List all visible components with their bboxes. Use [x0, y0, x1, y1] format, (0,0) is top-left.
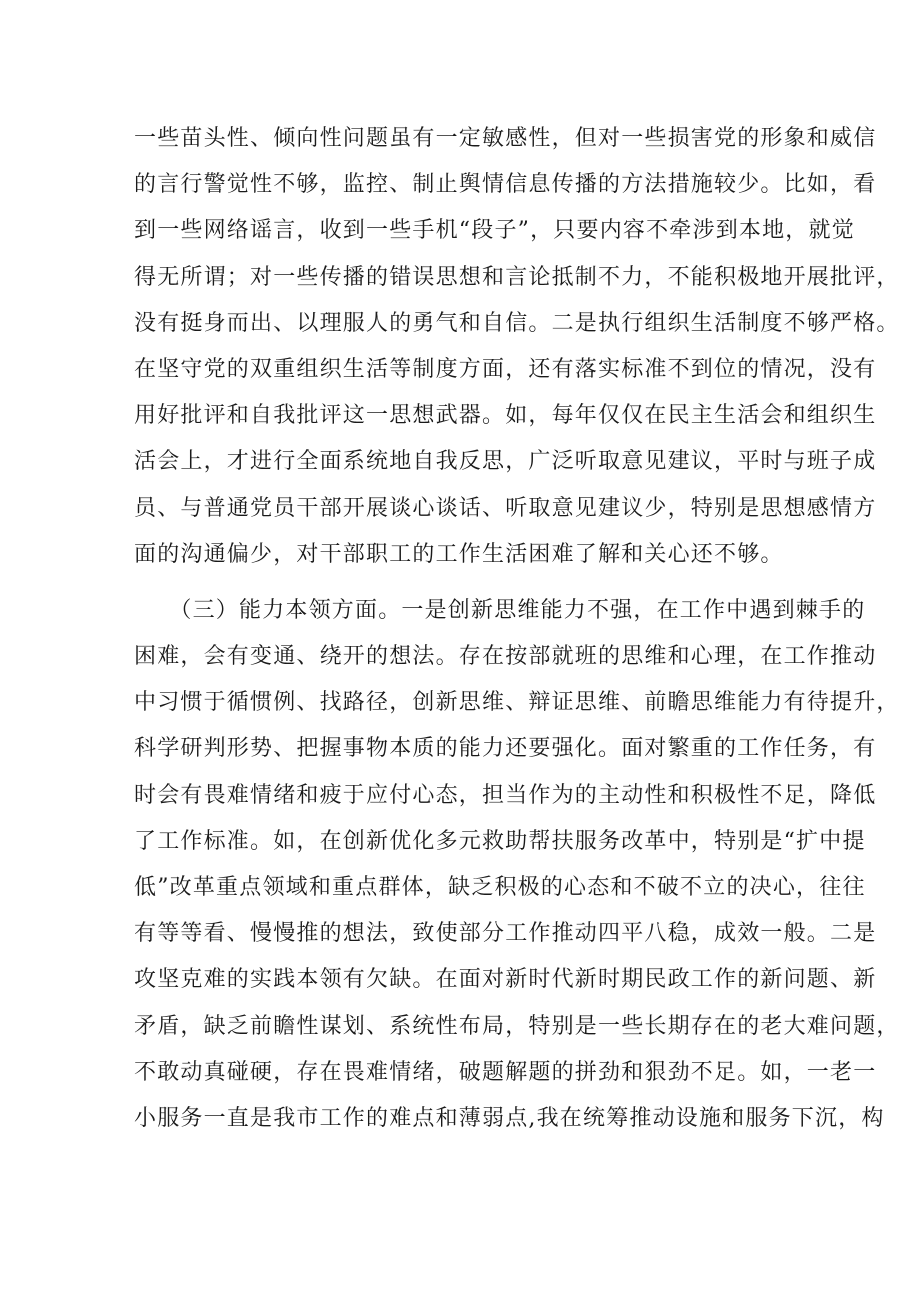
- text-line: 矛盾，缺乏前瞻性谋划、系统性布局，特别是一些长期存在的老大难问题，: [134, 1013, 900, 1039]
- text-line: 中习惯于循惯例、找路径，创新思维、辩证思维、前瞻思维能力有待提升，: [134, 690, 900, 716]
- text-line: 有等等看、慢慢推的想法，致使部分工作推动四平八稳，成效一般。二是: [134, 921, 877, 947]
- paragraph-gap: [134, 578, 794, 588]
- text-line: 攻坚克难的实践本领有欠缺。在面对新时代新时期民政工作的新问题、新: [134, 967, 877, 993]
- text-line: 科学研判形势、把握事物本质的能力还要强化。面对繁重的工作任务，有: [134, 736, 877, 762]
- text-line: 的言行警觉性不够，监控、制止舆情信息传播的方法措施较少。比如，看: [134, 172, 877, 198]
- text-line: 了工作标准。如，在创新优化多元救助帮扶服务改革中，特别是“扩中提: [134, 828, 866, 854]
- text-line: 低”改革重点领域和重点群体，缺乏积极的心态和不破不立的决心，往往: [134, 875, 866, 900]
- text-line: 没有挺身而出、以理服人的勇气和自信。二是执行组织生活制度不够严格。: [134, 310, 900, 336]
- paragraph-2: [134, 588, 900, 1142]
- text-line: 不敢动真碰硬，存在畏难情绪，破题解题的拼劲和狠劲不足。如，一老一: [134, 1059, 877, 1085]
- text-line: 一些苗头性、倾向性问题虽有一定敏感性，但对一些损害党的形象和威信: [134, 126, 877, 151]
- text-line: 到一些网络谣言，收到一些手机“段子”，只要内容不牵涉到本地，就觉: [134, 218, 855, 244]
- text-line: 小服务一直是我市工作的难点和薄弱点,我在统筹推动设施和服务下沉，构: [134, 1105, 885, 1131]
- text-line: （三）能力本领方面。一是创新思维能力不强，在工作中遇到棘手的: [134, 597, 866, 623]
- document-body: [134, 116, 900, 1142]
- text-line: 面的沟通偏少，对干部职工的工作生活困难了解和关心还不够。: [134, 541, 784, 567]
- paragraph-1: [134, 116, 900, 578]
- text-line: 时会有畏难情绪和疲于应付心态，担当作为的主动性和积极性不足，降低: [134, 782, 877, 808]
- text-line: 用好批评和自我批评这一思想武器。如，每年仅仅在民主生活会和组织生: [134, 403, 877, 429]
- text-line: 得无所谓；对一些传播的错误思想和言论抵制不力，不能积极地开展批评，: [134, 264, 900, 290]
- text-line: 在坚守党的双重组织生活等制度方面，还有落实标准不到位的情况，没有: [134, 356, 877, 382]
- text-line: 困难，会有变通、绕开的想法。存在按部就班的思维和心理，在工作推动: [134, 644, 877, 670]
- text-line: 员、与普通党员干部开展谈心谈话、听取意见建议少，特别是思想感情方: [134, 495, 877, 521]
- text-line: 活会上，才进行全面系统地自我反思，广泛听取意见建议，平时与班子成: [134, 449, 877, 475]
